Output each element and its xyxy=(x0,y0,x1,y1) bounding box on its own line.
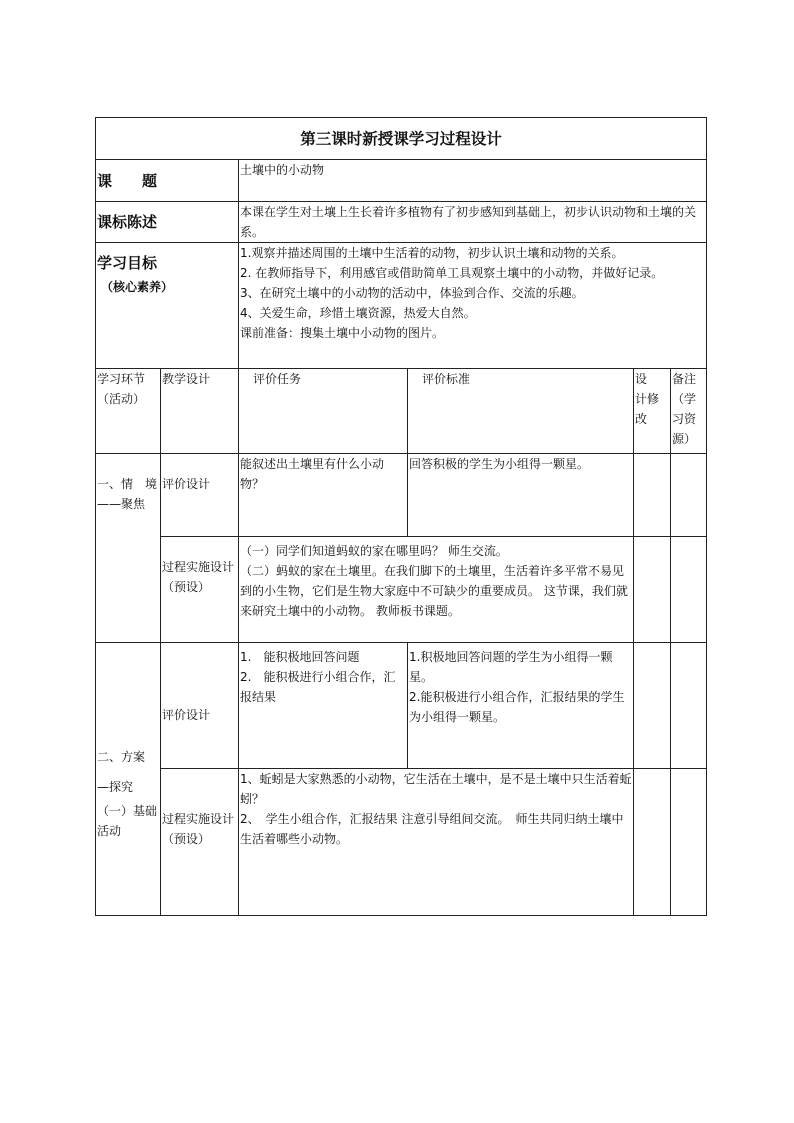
goal-item: 3、在研究土壤中的小动物的活动中，体验到合作、交流的乐趣。 xyxy=(240,286,584,300)
section1-proc-note xyxy=(671,537,707,643)
header-revise: 设 计修改 xyxy=(634,369,671,454)
stage-plan-line: （一）基础活动 xyxy=(97,804,158,838)
eval-task-line: 1. 能积极地回答问题 xyxy=(240,650,360,664)
topic-value: 土壤中的小动物 xyxy=(239,160,707,202)
goals-content xyxy=(239,243,707,369)
proc-line: 1、蚯蚓是大家熟悉的小动物，它生活在土壤中，是不是土壤中只生活着蚯蚓？ xyxy=(240,772,632,806)
section2-proc-revise xyxy=(634,769,671,916)
goals-label-cell xyxy=(96,243,239,369)
topic-label: 课 题 xyxy=(96,160,239,202)
goals-sublabel: （核心素养） xyxy=(101,280,174,294)
section2-proc-content xyxy=(239,769,634,916)
lesson-plan-table xyxy=(95,117,707,916)
proc-line: （二）蚂蚁的家在土壤里。在我们脚下的土壤里，生活着许多平常不易见到的小生物，它们是生物大家庭中不可缺少的重要成员。 这节课，我们就来研究土壤中的小动物。 教师板书课题。 xyxy=(240,564,628,618)
header-stage: 学习环节（活动） xyxy=(96,369,161,454)
goal-item: 1.观察并描述周围的土壤中生活着的动物，初步认识土壤和动物的关系。 xyxy=(240,246,624,260)
proc-line: （一）同学们知道蚂蚁的家在哪里吗？ 师生交流。 xyxy=(240,544,508,558)
stage-plan-line: 二、方案 xyxy=(97,750,146,764)
section2-eval-criteria xyxy=(408,643,634,769)
standard-value: 本课在学生对土壤上生长着许多植物有了初步感知到基础上，初步认识动物和土壤的关系。 xyxy=(239,202,707,243)
standard-label: 课标陈述 xyxy=(96,202,239,243)
section1-eval-criteria: 回答积极的学生为小组得一颗星。 xyxy=(408,454,634,537)
goals-label: 学习目标 xyxy=(97,254,158,272)
header-design: 教学设计 xyxy=(161,369,239,454)
section1-proc-label: 过程实施设计（预设） xyxy=(161,537,239,643)
stage-situation: 一、情 境——聚焦 xyxy=(96,454,161,643)
section1-proc-revise xyxy=(634,537,671,643)
goal-item: 2. 在教师指导下，利用感官或借助简单工具观察土壤中的小动物，并做好记录。 xyxy=(240,266,664,280)
page-title: 第三课时新授课学习过程设计 xyxy=(96,118,707,160)
header-criteria: 评价标准 xyxy=(408,369,634,454)
section2-note xyxy=(671,643,707,769)
eval-criteria-line: 2.能积极进行小组合作，汇报结果的学生为小组得一颗星。 xyxy=(409,690,625,724)
header-task: 评价任务 xyxy=(239,369,408,454)
stage-plan-line: —探究 xyxy=(97,780,134,794)
section1-eval-label: 评价设计 xyxy=(161,454,239,537)
section1-proc-content xyxy=(239,537,634,643)
section2-eval-label: 评价设计 xyxy=(161,643,239,769)
eval-task-line: 2. 能积极进行小组合作，汇报结果 xyxy=(240,670,396,704)
proc-line: 2、 学生小组合作，汇报结果 注意引导组间交流。 师生共同归纳土壤中生活着哪些小动物。 xyxy=(240,812,624,846)
eval-criteria-line: 1.积极地回答问题的学生为小组得一颗星。 xyxy=(409,650,613,684)
stage-plan-explore xyxy=(96,643,161,916)
section2-revise xyxy=(634,643,671,769)
section2-eval-task xyxy=(239,643,408,769)
goal-item: 4、关爱生命，珍惜土壤资源，热爱大自然。 xyxy=(240,306,476,320)
section2-proc-note xyxy=(671,769,707,916)
preparation: 课前准备：搜集土壤中小动物的图片。 xyxy=(240,326,445,340)
section1-eval-task: 能叙述出土壤里有什么小动物？ xyxy=(239,454,408,537)
section1-note xyxy=(671,454,707,537)
section2-proc-label: 过程实施设计（预设） xyxy=(161,769,239,916)
header-note: 备注（学习资源） xyxy=(671,369,707,454)
section1-revise xyxy=(634,454,671,537)
